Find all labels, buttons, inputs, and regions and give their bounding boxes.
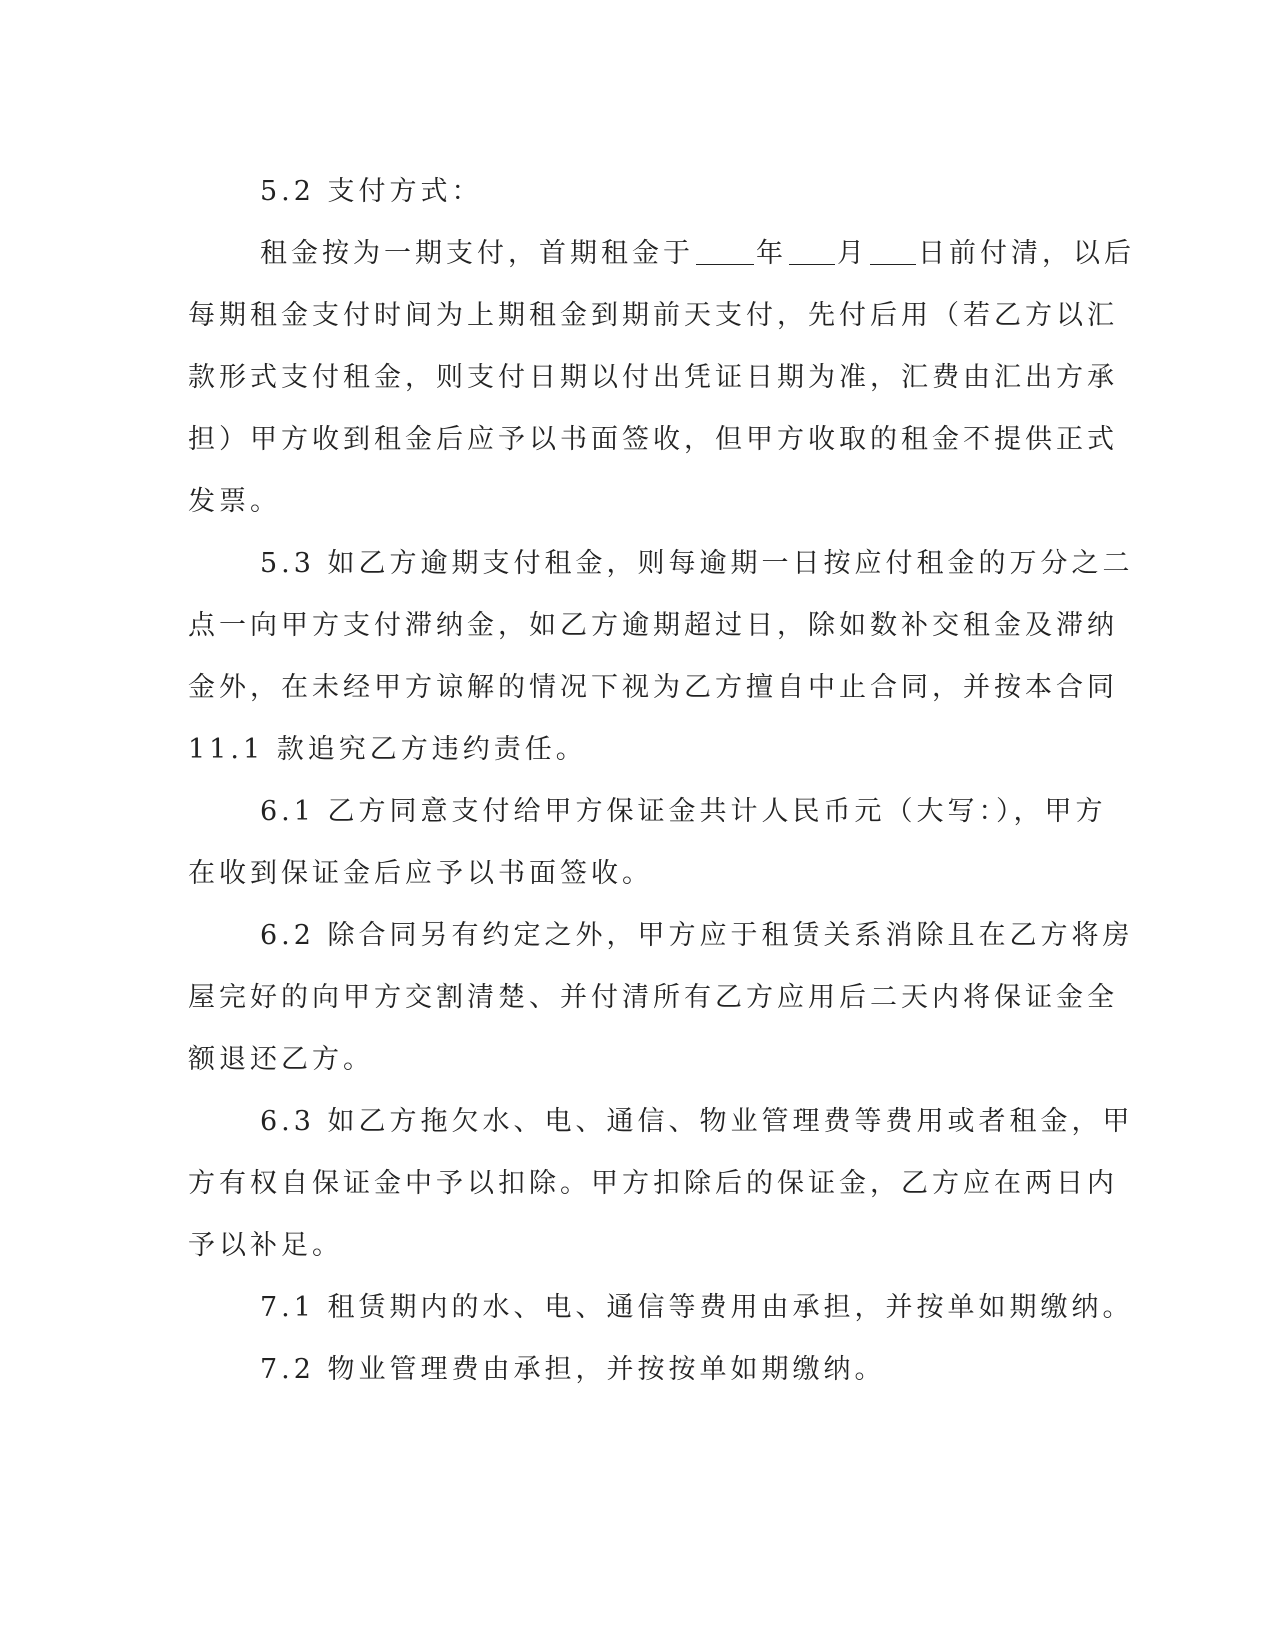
clause-5-2-heading: 5.2 支付方式： (260, 176, 483, 207)
clause-5-2-line-5: 发票。 (188, 486, 281, 517)
clause-6-3-line-3: 予以补足。 (188, 1230, 343, 1261)
clause-7-2: 7.2 物业管理费由承担，并按按单如期缴纳。 (260, 1354, 886, 1385)
document-body (188, 161, 1135, 1401)
clause-5-3-line-1: 5.3 如乙方逾期支付租金，则每逾期一日按应付租金的万分之二 (260, 548, 1134, 579)
clause-7-1: 7.1 租赁期内的水、电、通信等费用由承担，并按单如期缴纳。 (260, 1292, 1134, 1323)
month-blank (789, 238, 835, 265)
clause-5-2-line-2: 每期租金支付时间为上期租金到期前天支付，先付后用（若乙方以汇 (188, 300, 1118, 331)
clause-5-2-line-3: 款形式支付租金，则支付日期以付出凭证日期为准，汇费由汇出方承 (188, 362, 1118, 393)
clause-5-3-line-2: 点一向甲方支付滞纳金，如乙方逾期超过日，除如数补交租金及滞纳 (188, 610, 1118, 641)
clause-6-1-line-2: 在收到保证金后应予以书面签收。 (188, 858, 653, 889)
clause-6-2-line-2: 屋完好的向甲方交割清楚、并付清所有乙方应用后二天内将保证金全 (188, 982, 1118, 1013)
clause-5-2-line-1: 租金按为一期支付，首期租金于 年 月 日前付清，以后 (260, 238, 1135, 269)
clause-6-2-line-1: 6.2 除合同另有约定之外，甲方应于租赁关系消除且在乙方将房 (260, 920, 1134, 951)
year-blank (696, 238, 754, 265)
clause-6-3-line-2: 方有权自保证金中予以扣除。甲方扣除后的保证金，乙方应在两日内 (188, 1168, 1118, 1199)
day-blank (870, 238, 916, 265)
clause-5-2-line-4: 担）甲方收到租金后应予以书面签收，但甲方收取的租金不提供正式 (188, 424, 1118, 455)
clause-5-3-line-4: 11.1 款追究乙方违约责任。 (188, 734, 587, 765)
clause-6-3-line-1: 6.3 如乙方拖欠水、电、通信、物业管理费等费用或者租金，甲 (260, 1106, 1134, 1137)
clause-6-2-line-3: 额退还乙方。 (188, 1044, 374, 1075)
clause-5-3-line-3: 金外，在未经甲方谅解的情况下视为乙方擅自中止合同，并按本合同 (188, 672, 1118, 703)
clause-6-1-line-1: 6.1 乙方同意支付给甲方保证金共计人民币元（大写：），甲方 (260, 796, 1107, 827)
